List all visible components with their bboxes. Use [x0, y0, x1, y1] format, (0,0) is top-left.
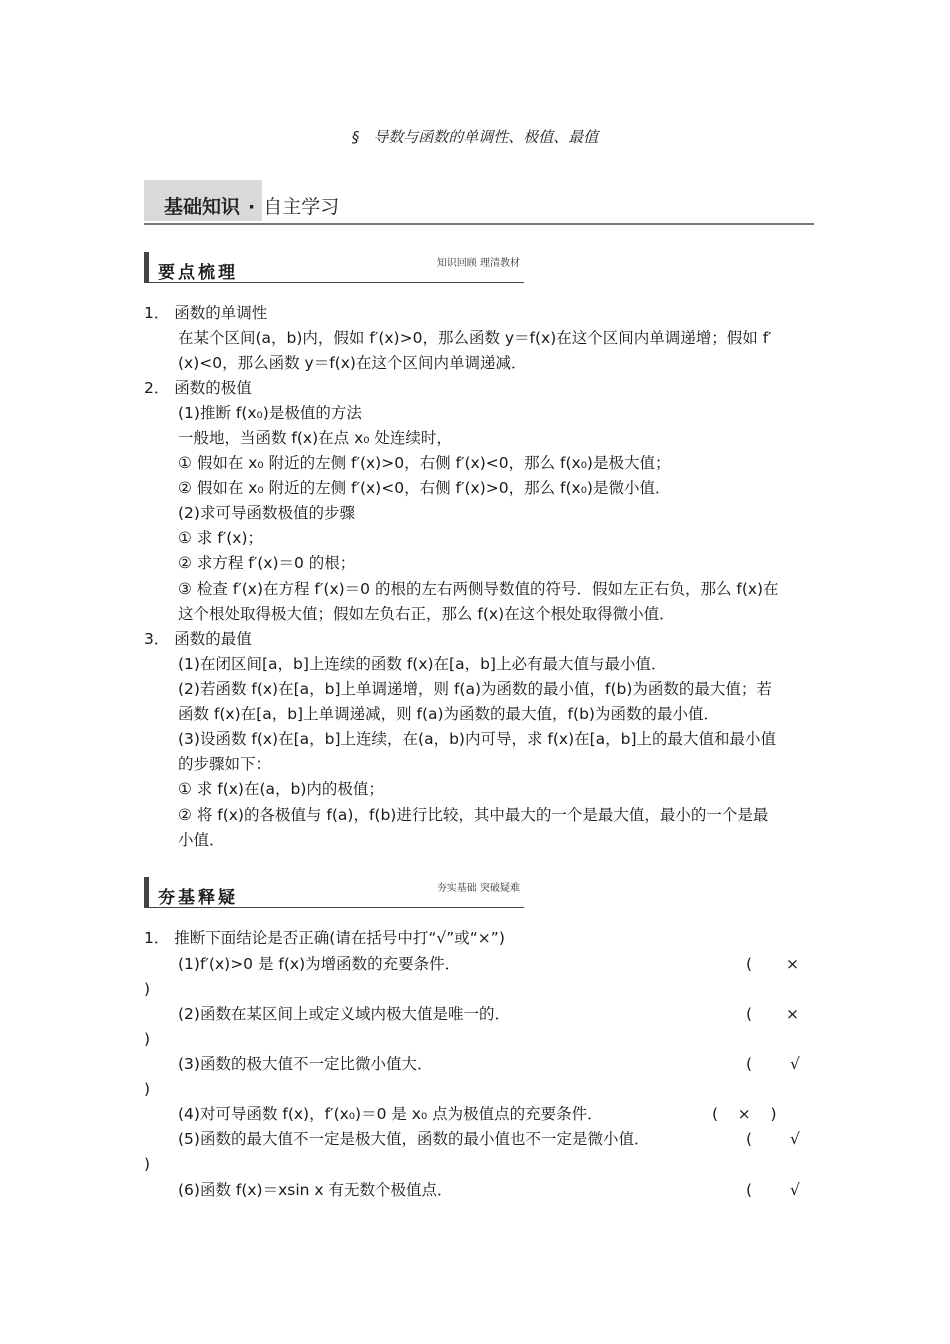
- answer-mark: ×: [786, 1005, 799, 1023]
- text-line: ② 假如在 x₀ 附近的左侧 f′(x)<0，右侧 f′(x)>0，那么 f(x₀)是微小值．: [178, 479, 671, 497]
- text-line: 这个根处取得极大值；假如左负右正，那么 f(x)在这个根处取得微小值．: [178, 605, 675, 623]
- answer-mark: √: [790, 1130, 800, 1148]
- text-line: 3． 函数的最值: [144, 630, 252, 648]
- question-item: (4)对可导函数 f(x)，f′(x₀)＝0 是 x₀ 点为极值点的充要条件．: [178, 1105, 603, 1123]
- section-symbol: §: [351, 128, 360, 146]
- banner-dot: ·: [248, 196, 256, 218]
- answer-close: ): [144, 1080, 151, 1098]
- answer-close: ): [144, 1030, 151, 1048]
- answer-mark-inline: ( × ): [712, 1105, 777, 1123]
- text-line: 在某个区间(a，b)内，假如 f′(x)>0，那么函数 y＝f(x)在这个区间内单调递增；假如 f′: [178, 329, 772, 347]
- question-stem: 1． 推断下面结论是否正确(请在括号中打“√”或“×”): [144, 929, 505, 947]
- title-text: 导数与函数的单调性、极值、最值: [373, 128, 599, 146]
- answer-open: (: [746, 1055, 753, 1073]
- banner-text: [164, 192, 339, 219]
- banner-main: 基础知识: [164, 196, 241, 218]
- question-item: (2)函数在某区间上或定义域内极大值是唯一的．: [178, 1005, 510, 1023]
- text-line: (3)设函数 f(x)在[a，b]上连续，在(a，b)内可导，求 f(x)在[a，b]上的最大值和最小值: [178, 730, 777, 748]
- answer-open: (: [746, 1181, 753, 1199]
- text-line: ② 求方程 f′(x)＝0 的根；: [178, 554, 356, 572]
- section-bar: [144, 252, 149, 282]
- text-line: (2)求可导函数极值的步骤: [178, 504, 355, 522]
- text-line: 2． 函数的极值: [144, 379, 252, 397]
- text-line: 函数 f(x)在[a，b]上单调递减，则 f(a)为函数的最大值，f(b)为函数的最小值．: [178, 705, 719, 723]
- section-banner: [144, 180, 814, 225]
- text-line: ① 假如在 x₀ 附近的左侧 f′(x)>0，右侧 f′(x)<0，那么 f(x₀)是极大值；: [178, 454, 671, 472]
- text-line: (2)若函数 f(x)在[a，b]上单调递增，则 f(a)为函数的最小值，f(b)为函数的最大值；若: [178, 680, 772, 698]
- text-line: 1． 函数的单调性: [144, 304, 268, 322]
- question-item: (3)函数的极大值不一定比微小值大．: [178, 1055, 433, 1073]
- question-item: (6)函数 f(x)＝xsin x 有无数个极值点．: [178, 1181, 453, 1199]
- text-line: ② 将 f(x)的各极值与 f(a)，f(b)进行比较，其中最大的一个是最大值，最小的一个是最: [178, 806, 769, 824]
- answer-mark: ×: [786, 955, 799, 973]
- section-header-key-points: [144, 252, 524, 283]
- answer-open: (: [746, 955, 753, 973]
- section-label: 夯基释疑: [158, 888, 238, 908]
- section-header-exercises: [144, 877, 524, 908]
- question-item: (1)f′(x)>0 是 f(x)为增函数的充要条件．: [178, 955, 461, 973]
- text-line: 的步骤如下：: [178, 755, 272, 773]
- text-line: (1)在闭区间[a，b]上连续的函数 f(x)在[a，b]上必有最大值与最小值．: [178, 655, 667, 673]
- text-line: ③ 检查 f′(x)在方程 f′(x)＝0 的根的左右两侧导数值的符号．假如左正右负，那么 f(x)在: [178, 580, 779, 598]
- answer-open: (: [746, 1005, 753, 1023]
- answer-close: ): [144, 980, 151, 998]
- page-title: [0, 126, 950, 147]
- section-note: 知识回顾 理清教材: [436, 258, 520, 269]
- section-bar: [144, 877, 149, 907]
- text-line: (1)推断 f(x₀)是极值的方法: [178, 404, 362, 422]
- answer-close: ): [144, 1155, 151, 1173]
- answer-open: (: [746, 1130, 753, 1148]
- text-line: 一般地，当函数 f(x)在点 x₀ 处连续时，: [178, 429, 452, 447]
- text-line: (x)<0，那么函数 y＝f(x)在这个区间内单调递减．: [178, 354, 527, 372]
- question-item: (5)函数的最大值不一定是极大值，函数的最小值也不一定是微小值．: [178, 1130, 650, 1148]
- text-line: ① 求 f(x)在(a，b)内的极值；: [178, 780, 384, 798]
- answer-mark: √: [790, 1181, 800, 1199]
- text-line: 小值．: [178, 831, 225, 849]
- section-note: 夯实基础 突破疑难: [436, 883, 520, 894]
- answer-mark: √: [790, 1055, 800, 1073]
- text-line: ① 求 f′(x)；: [178, 529, 263, 547]
- section-label: 要点梳理: [158, 263, 238, 283]
- banner-sub: 自主学习: [263, 196, 340, 218]
